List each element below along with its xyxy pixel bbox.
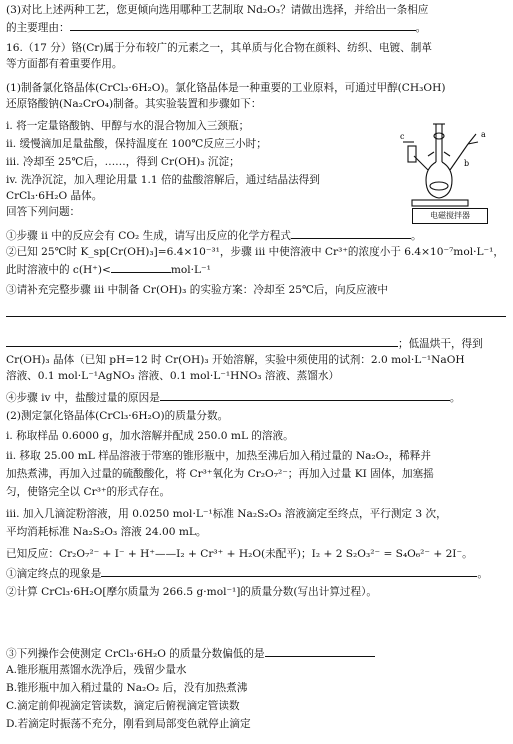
text-line: 平均消耗标准 Na₂S₂O₃ 溶液 24.00 mL。 bbox=[6, 526, 207, 538]
known-reactions: 已知反应：Cr₂O₇²⁻ + I⁻ + H⁺——I₂ + Cr³⁺ + H₂O(未配平)；I₂ + 2 S₂O₃²⁻ = S₄O₆²⁻ + 2I⁻。 bbox=[6, 548, 473, 560]
step-iv: iv. 洗净沉淀，加入理论用量 1.1 倍的盐酸溶解后，通过结晶法得到 bbox=[6, 174, 320, 186]
text-line: (3)对比上述两种工艺，您更倾向选用哪种工艺制取 Nd₂O₃？请做出选择，并给出一条相应 bbox=[6, 4, 429, 16]
text-line: 加热煮沸，再加入过量的硫酸酸化，将 Cr³⁺氧化为 Cr₂O₇²⁻；再加入过量 KI 固体，加塞摇 bbox=[6, 468, 434, 480]
answer-blank bbox=[160, 390, 450, 401]
answer-blank bbox=[265, 646, 375, 657]
question-2-1: ①滴定终点的现象是 。 bbox=[6, 568, 488, 580]
question-1-1: ①步骤 ii 中的反应会有 CO₂ 生成，请写出反应的化学方程式 。 bbox=[6, 230, 422, 242]
text-line: (1)制备氯化铬晶体(CrCl₃·6H₂O)。氯化铬晶体是一种重要的工业原料，可通过甲醇(CH₃OH) bbox=[6, 82, 446, 94]
measure-step-ii: ii. 移取 25.00 mL 样品溶液于带塞的锥形瓶中，加热至沸后加入稍过量的 Na₂O₂，稀释并 bbox=[6, 450, 431, 462]
answer-blank bbox=[291, 228, 411, 239]
section-2-heading: (2)测定氯化铬晶体(CrCl₃·6H₂O)的质量分数。 bbox=[6, 410, 229, 422]
text-line: Cr(OH)₃ 晶体（已知 pH=12 时 Cr(OH)₃ 开始溶解，实验中须使用的试剂：2.0 mol·L⁻¹NaOH bbox=[6, 354, 465, 366]
text-line: 回答下列问题： bbox=[6, 206, 81, 218]
text-line: 的主要理由： 。 bbox=[6, 22, 427, 34]
question-2-3: ③下列操作会使测定 CrCl₃·6H₂O 的质量分数偏低的是 bbox=[6, 646, 506, 661]
step-ii: ii. 缓慢滴加足量盐酸，保持温度在 100℃反应三小时； bbox=[6, 138, 267, 150]
measure-step-iii: iii. 加入几滴淀粉溶液，用 0.0250 mol·L⁻¹标准 Na₂S₂O₃ 溶液滴定至终点，平行测定 3 次， bbox=[6, 508, 447, 520]
text-line: 等方面都有着重要作用。 bbox=[6, 58, 123, 70]
question-2-2: ②计算 CrCl₃·6H₂O[摩尔质量为 266.5 g·mol⁻¹]的质量分数(写出计算过程）。 bbox=[6, 586, 377, 598]
answer-blank bbox=[111, 262, 171, 273]
label-b: b bbox=[464, 159, 470, 168]
text-line: 溶液、0.1 mol·L⁻¹AgNO₃ 溶液、0.1 mol·L⁻¹HNO₃ 溶液、蒸馏水） bbox=[6, 370, 340, 382]
measure-step-i: i. 称取样品 0.6000 g，加水溶解并配成 250.0 mL 的溶液。 bbox=[6, 430, 294, 442]
text-line: CrCl₃·6H₂O 晶体。 bbox=[6, 190, 103, 202]
stirrer-label: 电磁搅拌器 bbox=[412, 208, 488, 224]
question-1-3: ③请补充完整步骤 iii 中制备 Cr(OH)₃ 的实验方案：冷却至 25℃后，向反应液中 bbox=[6, 284, 388, 296]
option-c: C.滴定前仰视滴定管读数，滴定后俯视滴定管读数 bbox=[6, 700, 240, 712]
apparatus-diagram bbox=[398, 122, 498, 226]
option-b: B.锥形瓶中加入稍过量的 Na₂O₂ 后，没有加热煮沸 bbox=[6, 682, 248, 694]
text-line: 此时溶液中的 c(H⁺)< mol·L⁻¹ bbox=[6, 264, 211, 276]
step-iii: iii. 冷却至 25℃后，……，得到 Cr(OH)₃ 沉淀； bbox=[6, 156, 240, 168]
option-a: A.锥形瓶用蒸馏水洗净后，残留少量水 bbox=[6, 664, 187, 676]
question-1-2: ②已知 25℃时 K_sp[Cr(OH)₃]=6.4×10⁻³¹，步骤 iii 中使溶液中 Cr³⁺的浓度小于 6.4×10⁻⁷mol·L⁻¹， bbox=[6, 246, 504, 258]
text-line: 匀，使铬完全以 Cr³⁺的形式存在。 bbox=[6, 486, 171, 498]
text-line: ；低温烘干，得到 bbox=[6, 336, 506, 351]
label-a: a bbox=[481, 130, 486, 139]
question-1-4: ④步骤 iv 中，盐酸过量的原因是 。 bbox=[6, 392, 461, 404]
answer-blank bbox=[70, 20, 416, 31]
step-i: i. 将一定量铬酸钠、甲醇与水的混合物加入三颈瓶； bbox=[6, 120, 250, 132]
answer-blank bbox=[101, 566, 477, 577]
answer-blank bbox=[6, 336, 398, 347]
question-16-heading: 16.（17 分）铬(Cr)属于分布较广的元素之一，其单质与化合物在颜料、纺织、电镀、制革 bbox=[6, 42, 432, 54]
answer-line bbox=[6, 316, 506, 317]
label-c: c bbox=[400, 132, 405, 141]
option-d: D.若滴定时振荡不充分，刚看到局部变色就停止滴定 bbox=[6, 718, 251, 730]
text-line: 还原铬酸钠(Na₂CrO₄)制备。其实验装置和步骤如下： bbox=[6, 98, 262, 110]
